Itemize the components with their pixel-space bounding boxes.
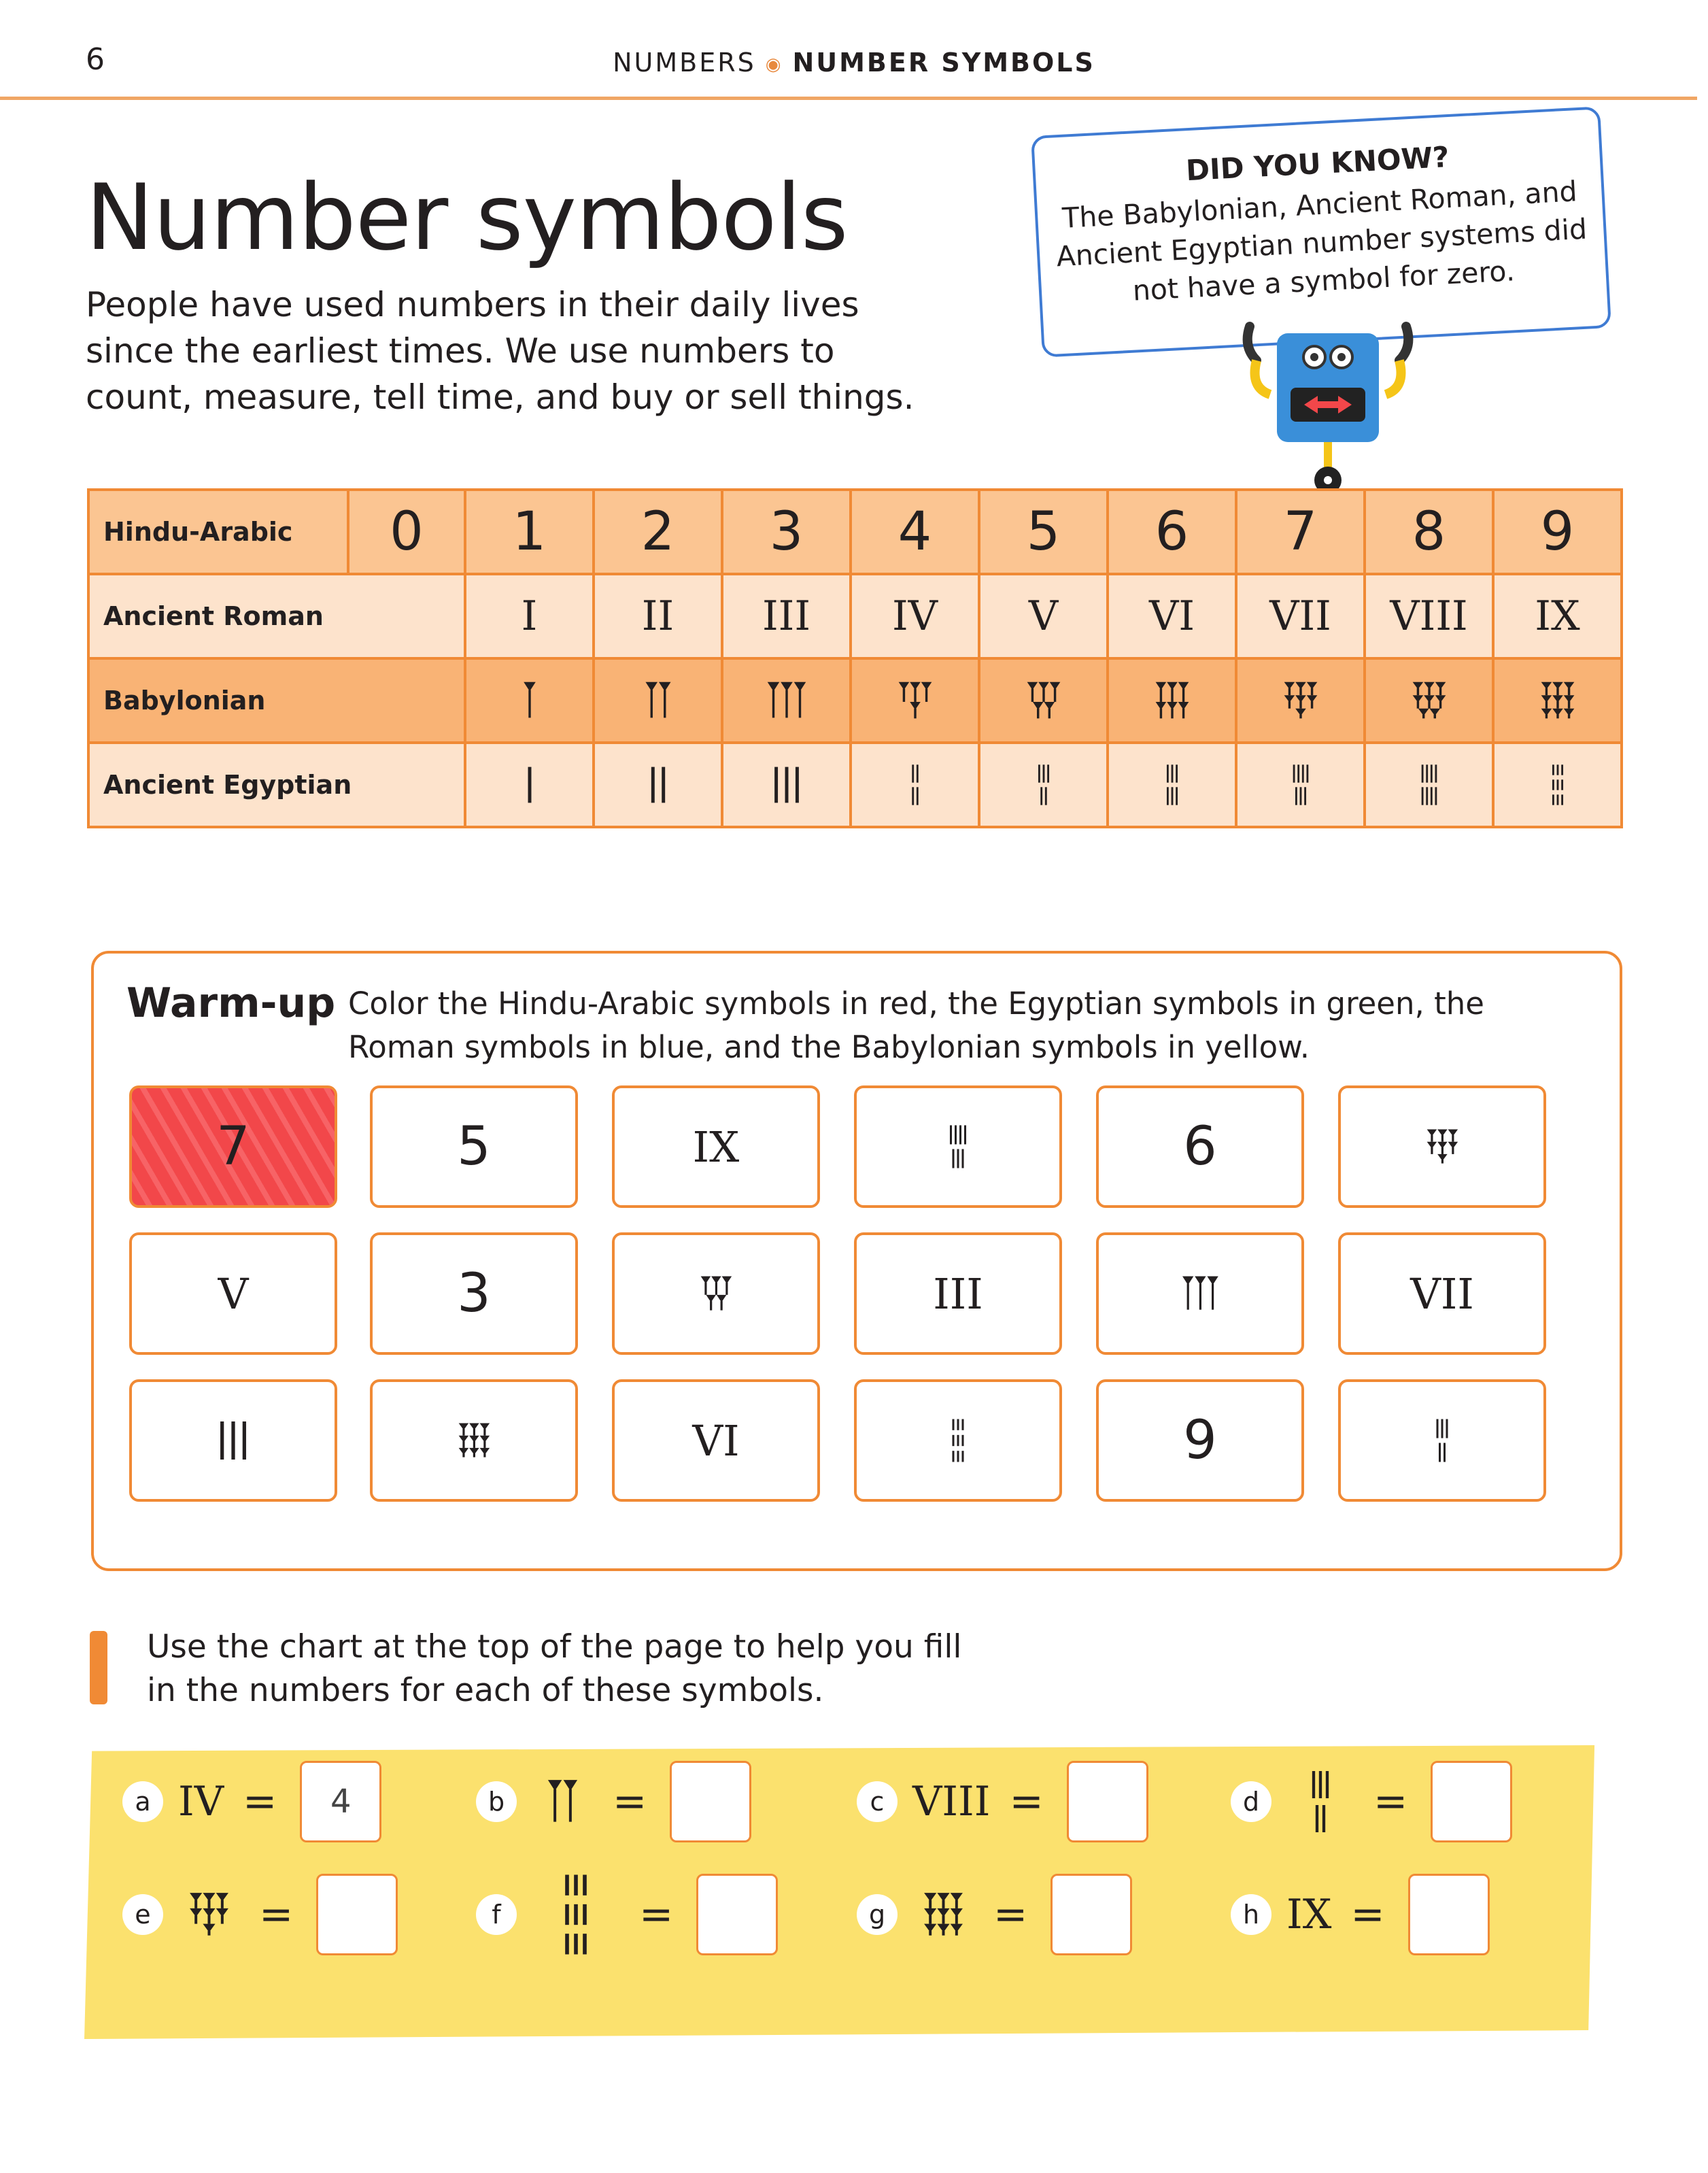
row-label: Hindu-Arabic (88, 490, 348, 574)
wedge-mark (1044, 702, 1055, 718)
question-letter: c (857, 1781, 898, 1822)
wedge-mark (1435, 682, 1446, 696)
wedge-mark (1284, 682, 1295, 696)
wedge-mark (203, 1924, 215, 1936)
babylonian-symbol (851, 658, 979, 743)
equals-sign: = (639, 1891, 674, 1938)
wedge-mark (767, 682, 779, 718)
babylonian-symbol (1365, 658, 1493, 743)
tile-symbol: 3 (457, 1263, 491, 1324)
wedge-mark (458, 1436, 468, 1448)
wedge-mark (1038, 682, 1049, 702)
header-rule (0, 97, 1697, 100)
warm-up-tile[interactable] (1096, 1232, 1304, 1355)
babylonian-glyph (178, 1891, 240, 1938)
exercise-question (476, 1757, 751, 1846)
did-you-know-heading: DID YOU KNOW? (1185, 140, 1450, 188)
wedge-mark (898, 682, 909, 702)
exercise-question (1231, 1757, 1512, 1846)
equals-sign: = (1373, 1778, 1408, 1825)
wedge-mark (706, 1295, 716, 1311)
question-symbol: IV (178, 1778, 224, 1825)
wedge-mark (1563, 695, 1574, 708)
wedge-mark (645, 682, 657, 718)
babylonian-glyph (449, 1421, 499, 1460)
exercise-number-marker (90, 1631, 107, 1704)
wedge-mark (190, 1908, 202, 1924)
wedge-mark (910, 682, 921, 702)
hindu-arabic-symbol: 9 (1493, 490, 1622, 574)
wedge-mark (469, 1424, 479, 1436)
babylonian-symbol (722, 658, 851, 743)
warm-up-tile[interactable] (612, 1379, 820, 1502)
equals-sign: = (993, 1891, 1028, 1938)
wedge-mark (1182, 1277, 1193, 1310)
wedge-mark (1424, 695, 1435, 708)
wedge-mark (1418, 709, 1429, 719)
answer-box[interactable] (1431, 1761, 1512, 1842)
wedge-mark (1195, 1277, 1206, 1310)
hindu-arabic-symbol: 7 (1236, 490, 1365, 574)
hindu-arabic-symbol: 0 (348, 490, 465, 574)
babylonian-glyph (1176, 1275, 1225, 1313)
equals-sign: = (259, 1891, 294, 1938)
babylonian-symbol (465, 658, 594, 743)
egyptian-symbol (1365, 743, 1493, 827)
wedge-mark (1306, 695, 1317, 708)
wedge-mark (1207, 1277, 1218, 1310)
roman-symbol: IX (1493, 574, 1622, 658)
wedge-mark (658, 682, 670, 718)
wedge-mark (716, 1295, 726, 1311)
wedge-mark (1155, 682, 1166, 702)
hindu-arabic-symbol: 3 (722, 490, 851, 574)
warm-up-tile[interactable] (129, 1379, 337, 1502)
wedge-mark (458, 1448, 468, 1458)
exercise-question (1231, 1870, 1490, 1959)
roman-symbol: II (594, 574, 722, 658)
wedge-mark (700, 1277, 711, 1295)
wedge-mark (1437, 1154, 1448, 1164)
tile-symbol: 7 (216, 1116, 250, 1177)
question-symbol: VIII (912, 1778, 991, 1825)
babylonian-row (88, 658, 1622, 743)
answer-box[interactable] (1067, 1761, 1148, 1842)
warm-up-instructions: Color the Hindu-Arabic symbols in red, the Egyptian symbols in green, the Roman symbols in blue, and the Babylonian symbols in yellow. (348, 986, 1484, 1065)
roman-symbol: VIII (1365, 574, 1493, 658)
egyptian-symbol (1236, 743, 1365, 827)
wedge-mark (1178, 702, 1189, 718)
wedge-mark (921, 682, 932, 702)
warm-up-tile[interactable] (370, 1085, 578, 1208)
wedge-mark (1295, 709, 1306, 719)
wedge-mark (216, 1893, 228, 1908)
did-you-know-text: The Babylonian, Ancient Roman, and Ancient Egyptian number systems did not have a symbol for zero. (1055, 175, 1588, 307)
egyptian-glyph (934, 1123, 982, 1170)
ancient-roman-row (88, 574, 1622, 658)
warm-up-tile[interactable] (129, 1232, 337, 1355)
wedge-mark (1412, 682, 1423, 696)
answer-box[interactable] (696, 1874, 778, 1955)
tile-symbol: IX (692, 1122, 740, 1172)
wedge-mark (203, 1908, 215, 1924)
babylonian-glyph (532, 1778, 594, 1825)
row-label: Ancient Egyptian (88, 743, 465, 827)
wedge-mark (1284, 695, 1295, 708)
hindu-arabic-symbol: 2 (594, 490, 722, 574)
wedge-mark (548, 1780, 562, 1821)
wedge-mark (1437, 1142, 1448, 1154)
warm-up-tile[interactable] (612, 1232, 820, 1355)
warm-up-tile[interactable] (854, 1085, 1062, 1208)
running-head (0, 48, 1708, 78)
question-letter: d (1231, 1781, 1271, 1822)
wedge-mark (924, 1908, 936, 1924)
wedge-mark (1032, 702, 1043, 718)
babylonian-glyph (691, 1275, 741, 1313)
wedge-mark (524, 682, 536, 718)
roman-symbol: VI (1108, 574, 1236, 658)
babylonian-symbol (979, 658, 1108, 743)
wedge-mark (1541, 682, 1552, 696)
number-symbol-table (87, 488, 1623, 828)
wedge-mark (1424, 682, 1435, 696)
egyptian-glyph (934, 1417, 982, 1464)
tile-symbol: VI (692, 1415, 740, 1466)
wedge-mark (937, 1893, 949, 1908)
exercise-instructions: Use the chart at the top of the page to help you fill in the numbers for each of these symbols. (147, 1628, 962, 1709)
question-letter: h (1231, 1894, 1271, 1935)
wedge-mark (1563, 709, 1574, 719)
wedge-mark (1448, 1142, 1458, 1154)
question-letter: g (857, 1894, 898, 1935)
page-title: Number symbols (86, 165, 848, 271)
roman-symbol: IV (851, 574, 979, 658)
wedge-mark (458, 1424, 468, 1436)
wedge-mark (203, 1893, 215, 1908)
wedge-mark (924, 1924, 936, 1936)
wedge-mark (1429, 709, 1440, 719)
row-label: Babylonian (88, 658, 465, 743)
exercise-question (857, 1870, 1132, 1959)
subsection-name: NUMBER SYMBOLS (792, 48, 1095, 78)
wedge-mark (781, 682, 793, 718)
egyptian-glyph (209, 1417, 257, 1464)
roman-symbol: I (465, 574, 594, 658)
wedge-mark (1167, 702, 1178, 718)
answer-box[interactable]: 4 (300, 1761, 381, 1842)
wedge-mark (937, 1908, 949, 1924)
robot-icon (1229, 320, 1427, 496)
babylonian-symbol (1108, 658, 1236, 743)
warm-up-tile[interactable] (854, 1379, 1062, 1502)
tile-symbol: III (933, 1268, 983, 1319)
egyptian-glyph (1418, 1417, 1466, 1464)
hindu-arabic-symbol: 5 (979, 490, 1108, 574)
tile-symbol: VII (1410, 1268, 1474, 1319)
exercise-question (476, 1870, 778, 1959)
wedge-mark (1435, 695, 1446, 708)
wedge-mark (937, 1924, 949, 1936)
egyptian-symbol (722, 743, 851, 827)
babylonian-symbol (1493, 658, 1622, 743)
answer-box[interactable] (1408, 1874, 1490, 1955)
wedge-mark (793, 682, 806, 718)
babylonian-symbol (594, 658, 722, 743)
egyptian-symbol (979, 743, 1108, 827)
hindu-arabic-symbol: 8 (1365, 490, 1493, 574)
wedge-mark (951, 1893, 963, 1908)
wedge-mark (1167, 682, 1178, 702)
equals-sign: = (1350, 1891, 1385, 1938)
wedge-mark (1178, 682, 1189, 702)
answer-box[interactable] (670, 1761, 751, 1842)
babylonian-glyph (1418, 1128, 1467, 1166)
hindu-arabic-symbol: 6 (1108, 490, 1236, 574)
ancient-egyptian-row (88, 743, 1622, 827)
hindu-arabic-symbol: 4 (851, 490, 979, 574)
exercise-question (857, 1757, 1148, 1846)
question-letter: a (122, 1781, 163, 1822)
section-name: NUMBERS (613, 48, 756, 78)
exercise-question (122, 1870, 398, 1959)
warm-up-tile[interactable] (1338, 1232, 1546, 1355)
wedge-mark (1552, 695, 1563, 708)
egyptian-glyph (1286, 1768, 1354, 1836)
egyptian-symbol (594, 743, 722, 827)
intro-text: People have used numbers in their daily lives since the earliest times. We use numbers to count, measure, tell time, and buy or sell things. (86, 285, 915, 417)
babylonian-glyph (912, 1891, 974, 1938)
warm-up-tile[interactable] (854, 1232, 1062, 1355)
wedge-mark (1306, 682, 1317, 696)
wedge-mark (479, 1424, 490, 1436)
wedge-mark (564, 1780, 577, 1821)
wedge-mark (1448, 1130, 1458, 1142)
wedge-mark (216, 1908, 228, 1924)
question-letter: e (122, 1894, 163, 1935)
wedge-mark (1155, 702, 1166, 718)
wedge-mark (190, 1893, 202, 1908)
warm-up-tile[interactable] (612, 1085, 820, 1208)
warm-up-tile[interactable] (129, 1085, 337, 1208)
roman-symbol: VII (1236, 574, 1365, 658)
wedge-mark (1552, 682, 1563, 696)
tile-symbol: 9 (1183, 1410, 1217, 1471)
babylonian-symbol (1236, 658, 1365, 743)
wedge-mark (711, 1277, 721, 1295)
egyptian-symbol (465, 743, 594, 827)
roman-symbol: V (979, 574, 1108, 658)
wedge-mark (951, 1908, 963, 1924)
tile-symbol: 5 (457, 1116, 491, 1177)
warm-up-tile[interactable] (1338, 1379, 1546, 1502)
warm-up-tile[interactable] (1338, 1085, 1546, 1208)
egyptian-symbol (1493, 743, 1622, 827)
wedge-mark (479, 1448, 490, 1458)
question-letter: b (476, 1781, 517, 1822)
wedge-mark (479, 1436, 490, 1448)
bullet-icon: ◉ (765, 54, 783, 75)
wedge-mark (1412, 695, 1423, 708)
wedge-mark (721, 1277, 732, 1295)
wedge-mark (1563, 682, 1574, 696)
wedge-mark (1541, 695, 1552, 708)
row-label: Ancient Roman (88, 574, 465, 658)
wedge-mark (1295, 695, 1306, 708)
wedge-mark (910, 702, 921, 718)
wedge-mark (1049, 682, 1060, 702)
wedge-mark (1295, 682, 1306, 696)
warm-up-tile[interactable] (1096, 1085, 1304, 1208)
answer-box[interactable] (316, 1874, 398, 1955)
wedge-mark (1541, 709, 1552, 719)
wedge-mark (469, 1436, 479, 1448)
roman-symbol: III (722, 574, 851, 658)
warm-up-tile[interactable] (370, 1379, 578, 1502)
answer-box[interactable] (1051, 1874, 1132, 1955)
warm-up-tile[interactable] (1096, 1379, 1304, 1502)
wedge-mark (951, 1924, 963, 1936)
question-symbol: IX (1286, 1891, 1332, 1938)
egyptian-symbol (1108, 743, 1236, 827)
page-number: 6 (86, 42, 105, 77)
egyptian-glyph (532, 1870, 620, 1959)
exercise-question (122, 1757, 381, 1846)
warm-up-title: Warm-up (126, 979, 336, 1027)
equals-sign: = (243, 1778, 277, 1825)
equals-sign: = (1009, 1778, 1044, 1825)
wedge-mark (1027, 682, 1038, 702)
wedge-mark (924, 1893, 936, 1908)
hindu-arabic-symbol: 1 (465, 490, 594, 574)
wedge-mark (1437, 1130, 1448, 1142)
tile-symbol: V (218, 1268, 249, 1319)
wedge-mark (469, 1448, 479, 1458)
egyptian-symbol (851, 743, 979, 827)
wedge-mark (1427, 1130, 1437, 1142)
wedge-mark (1552, 709, 1563, 719)
wedge-mark (1427, 1142, 1437, 1154)
question-letter: f (476, 1894, 517, 1935)
equals-sign: = (613, 1778, 647, 1825)
warm-up-tile[interactable] (370, 1232, 578, 1355)
tile-symbol: 6 (1183, 1116, 1217, 1177)
hindu-arabic-row (88, 490, 1622, 574)
